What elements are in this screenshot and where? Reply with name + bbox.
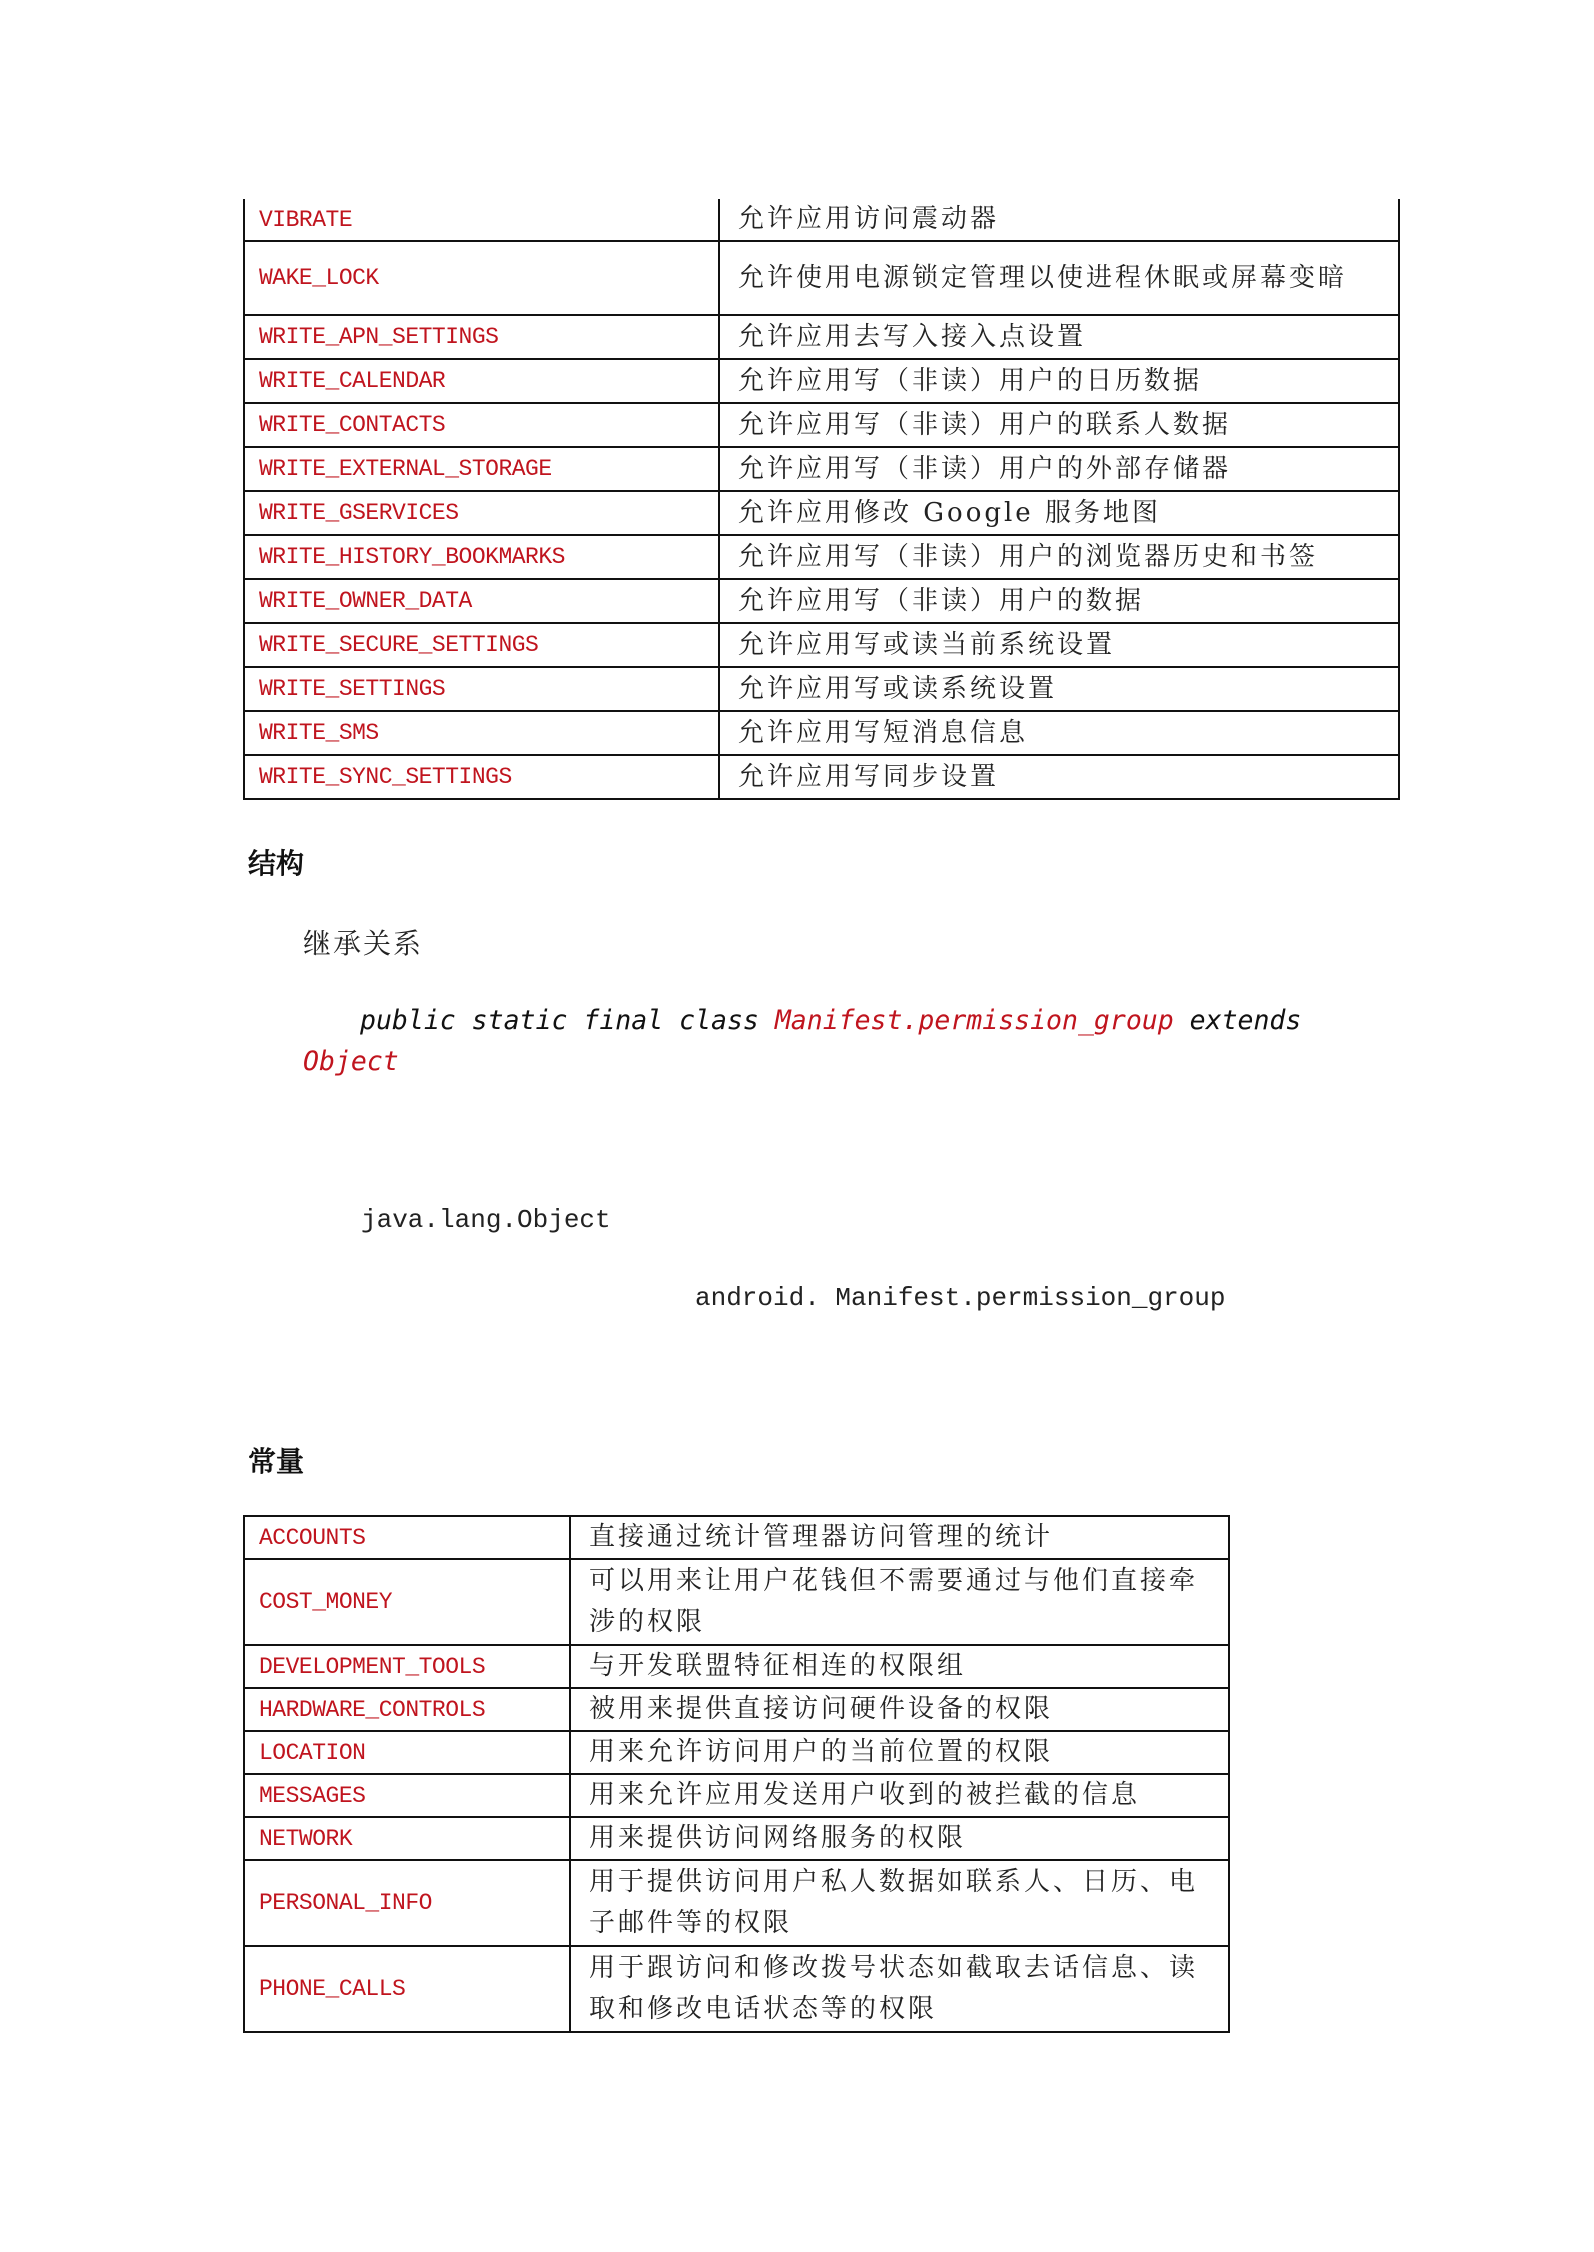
permission-description: 允许应用写（非读）用户的联系人数据 xyxy=(719,403,1399,447)
permission-description: 允许使用电源锁定管理以使进程休眠或屏幕变暗 xyxy=(719,241,1399,315)
table-row xyxy=(244,1688,1229,1731)
table-row xyxy=(244,1774,1229,1817)
table-row xyxy=(244,359,1399,403)
constant-description: 用来允许应用发送用户收到的被拦截的信息 xyxy=(570,1774,1229,1817)
table-row xyxy=(244,241,1399,315)
permission-name: WRITE_GSERVICES xyxy=(244,491,719,535)
declaration-prefix: public static final class xyxy=(360,1005,759,1036)
permission-description: 允许应用写同步设置 xyxy=(719,755,1399,799)
table-row xyxy=(244,447,1399,491)
table-row xyxy=(244,491,1399,535)
table-row xyxy=(244,315,1399,359)
permission-name: WAKE_LOCK xyxy=(244,241,719,315)
constant-name: PHONE_CALLS xyxy=(244,1946,570,2032)
table-row xyxy=(244,1817,1229,1860)
table-row xyxy=(244,623,1399,667)
table-row xyxy=(244,1946,1229,2032)
permission-name: WRITE_OWNER_DATA xyxy=(244,579,719,623)
constant-name: MESSAGES xyxy=(244,1774,570,1817)
permission-description: 允许应用写（非读）用户的数据 xyxy=(719,579,1399,623)
table-row xyxy=(244,535,1399,579)
inheritance-label: 继承关系 xyxy=(303,927,424,960)
permission-name: WRITE_SMS xyxy=(244,711,719,755)
permission-description: 允许应用写（非读）用户的浏览器历史和书签 xyxy=(719,535,1399,579)
constant-name: NETWORK xyxy=(244,1817,570,1860)
constants-heading: 常量 xyxy=(248,1445,305,1478)
constant-description: 与开发联盟特征相连的权限组 xyxy=(570,1645,1229,1688)
table-row xyxy=(244,199,1399,241)
constant-description: 用于跟访问和修改拨号状态如截取去话信息、读取和修改电话状态等的权限 xyxy=(570,1946,1229,2032)
constant-description: 用来允许访问用户的当前位置的权限 xyxy=(570,1731,1229,1774)
permissions-table xyxy=(243,199,1400,800)
hierarchy-parent: java.lang.Object xyxy=(361,1205,611,1235)
constants-table xyxy=(243,1515,1230,2033)
permission-description: 允许应用写短消息信息 xyxy=(719,711,1399,755)
table-row xyxy=(244,403,1399,447)
constant-description: 用于提供访问用户私人数据如联系人、日历、电子邮件等的权限 xyxy=(570,1860,1229,1946)
constant-description: 直接通过统计管理器访问管理的统计 xyxy=(570,1516,1229,1559)
permission-name: WRITE_SETTINGS xyxy=(244,667,719,711)
constant-name: HARDWARE_CONTROLS xyxy=(244,1688,570,1731)
permission-description: 允许应用写或读当前系统设置 xyxy=(719,623,1399,667)
hierarchy-child: android. Manifest.permission_group xyxy=(695,1283,1226,1313)
permission-name: WRITE_CONTACTS xyxy=(244,403,719,447)
declaration-class-name: Manifest.permission_group xyxy=(774,1005,1174,1036)
table-row xyxy=(244,667,1399,711)
permission-description: 允许应用去写入接入点设置 xyxy=(719,315,1399,359)
permission-name: WRITE_HISTORY_BOOKMARKS xyxy=(244,535,719,579)
constant-name: COST_MONEY xyxy=(244,1559,570,1645)
permission-name: WRITE_SECURE_SETTINGS xyxy=(244,623,719,667)
table-row xyxy=(244,1645,1229,1688)
table-row xyxy=(244,711,1399,755)
permission-description: 允许应用写（非读）用户的外部存储器 xyxy=(719,447,1399,491)
declaration-superclass-line xyxy=(303,1046,399,1077)
table-row xyxy=(244,1860,1229,1946)
constant-description: 被用来提供直接访问硬件设备的权限 xyxy=(570,1688,1229,1731)
permission-name: WRITE_APN_SETTINGS xyxy=(244,315,719,359)
table-row xyxy=(244,755,1399,799)
table-row xyxy=(244,1731,1229,1774)
permission-description: 允许应用访问震动器 xyxy=(719,199,1399,241)
constant-name: ACCOUNTS xyxy=(244,1516,570,1559)
permission-name: WRITE_CALENDAR xyxy=(244,359,719,403)
structure-heading: 结构 xyxy=(248,847,305,880)
constant-name: DEVELOPMENT_TOOLS xyxy=(244,1645,570,1688)
permission-name: VIBRATE xyxy=(244,199,719,241)
constant-name: LOCATION xyxy=(244,1731,570,1774)
table-row xyxy=(244,1559,1229,1645)
constant-description: 可以用来让用户花钱但不需要通过与他们直接牵涉的权限 xyxy=(570,1559,1229,1645)
permission-name: WRITE_SYNC_SETTINGS xyxy=(244,755,719,799)
table-row xyxy=(244,579,1399,623)
declaration-extends-keyword: extends xyxy=(1189,1005,1302,1036)
permission-description: 允许应用写（非读）用户的日历数据 xyxy=(719,359,1399,403)
permission-description: 允许应用修改 Google 服务地图 xyxy=(719,491,1399,535)
class-declaration xyxy=(360,1005,1301,1036)
constant-description: 用来提供访问网络服务的权限 xyxy=(570,1817,1229,1860)
constant-name: PERSONAL_INFO xyxy=(244,1860,570,1946)
table-row xyxy=(244,1516,1229,1559)
permission-description: 允许应用写或读系统设置 xyxy=(719,667,1399,711)
declaration-superclass: Object xyxy=(303,1046,399,1077)
permission-name: WRITE_EXTERNAL_STORAGE xyxy=(244,447,719,491)
